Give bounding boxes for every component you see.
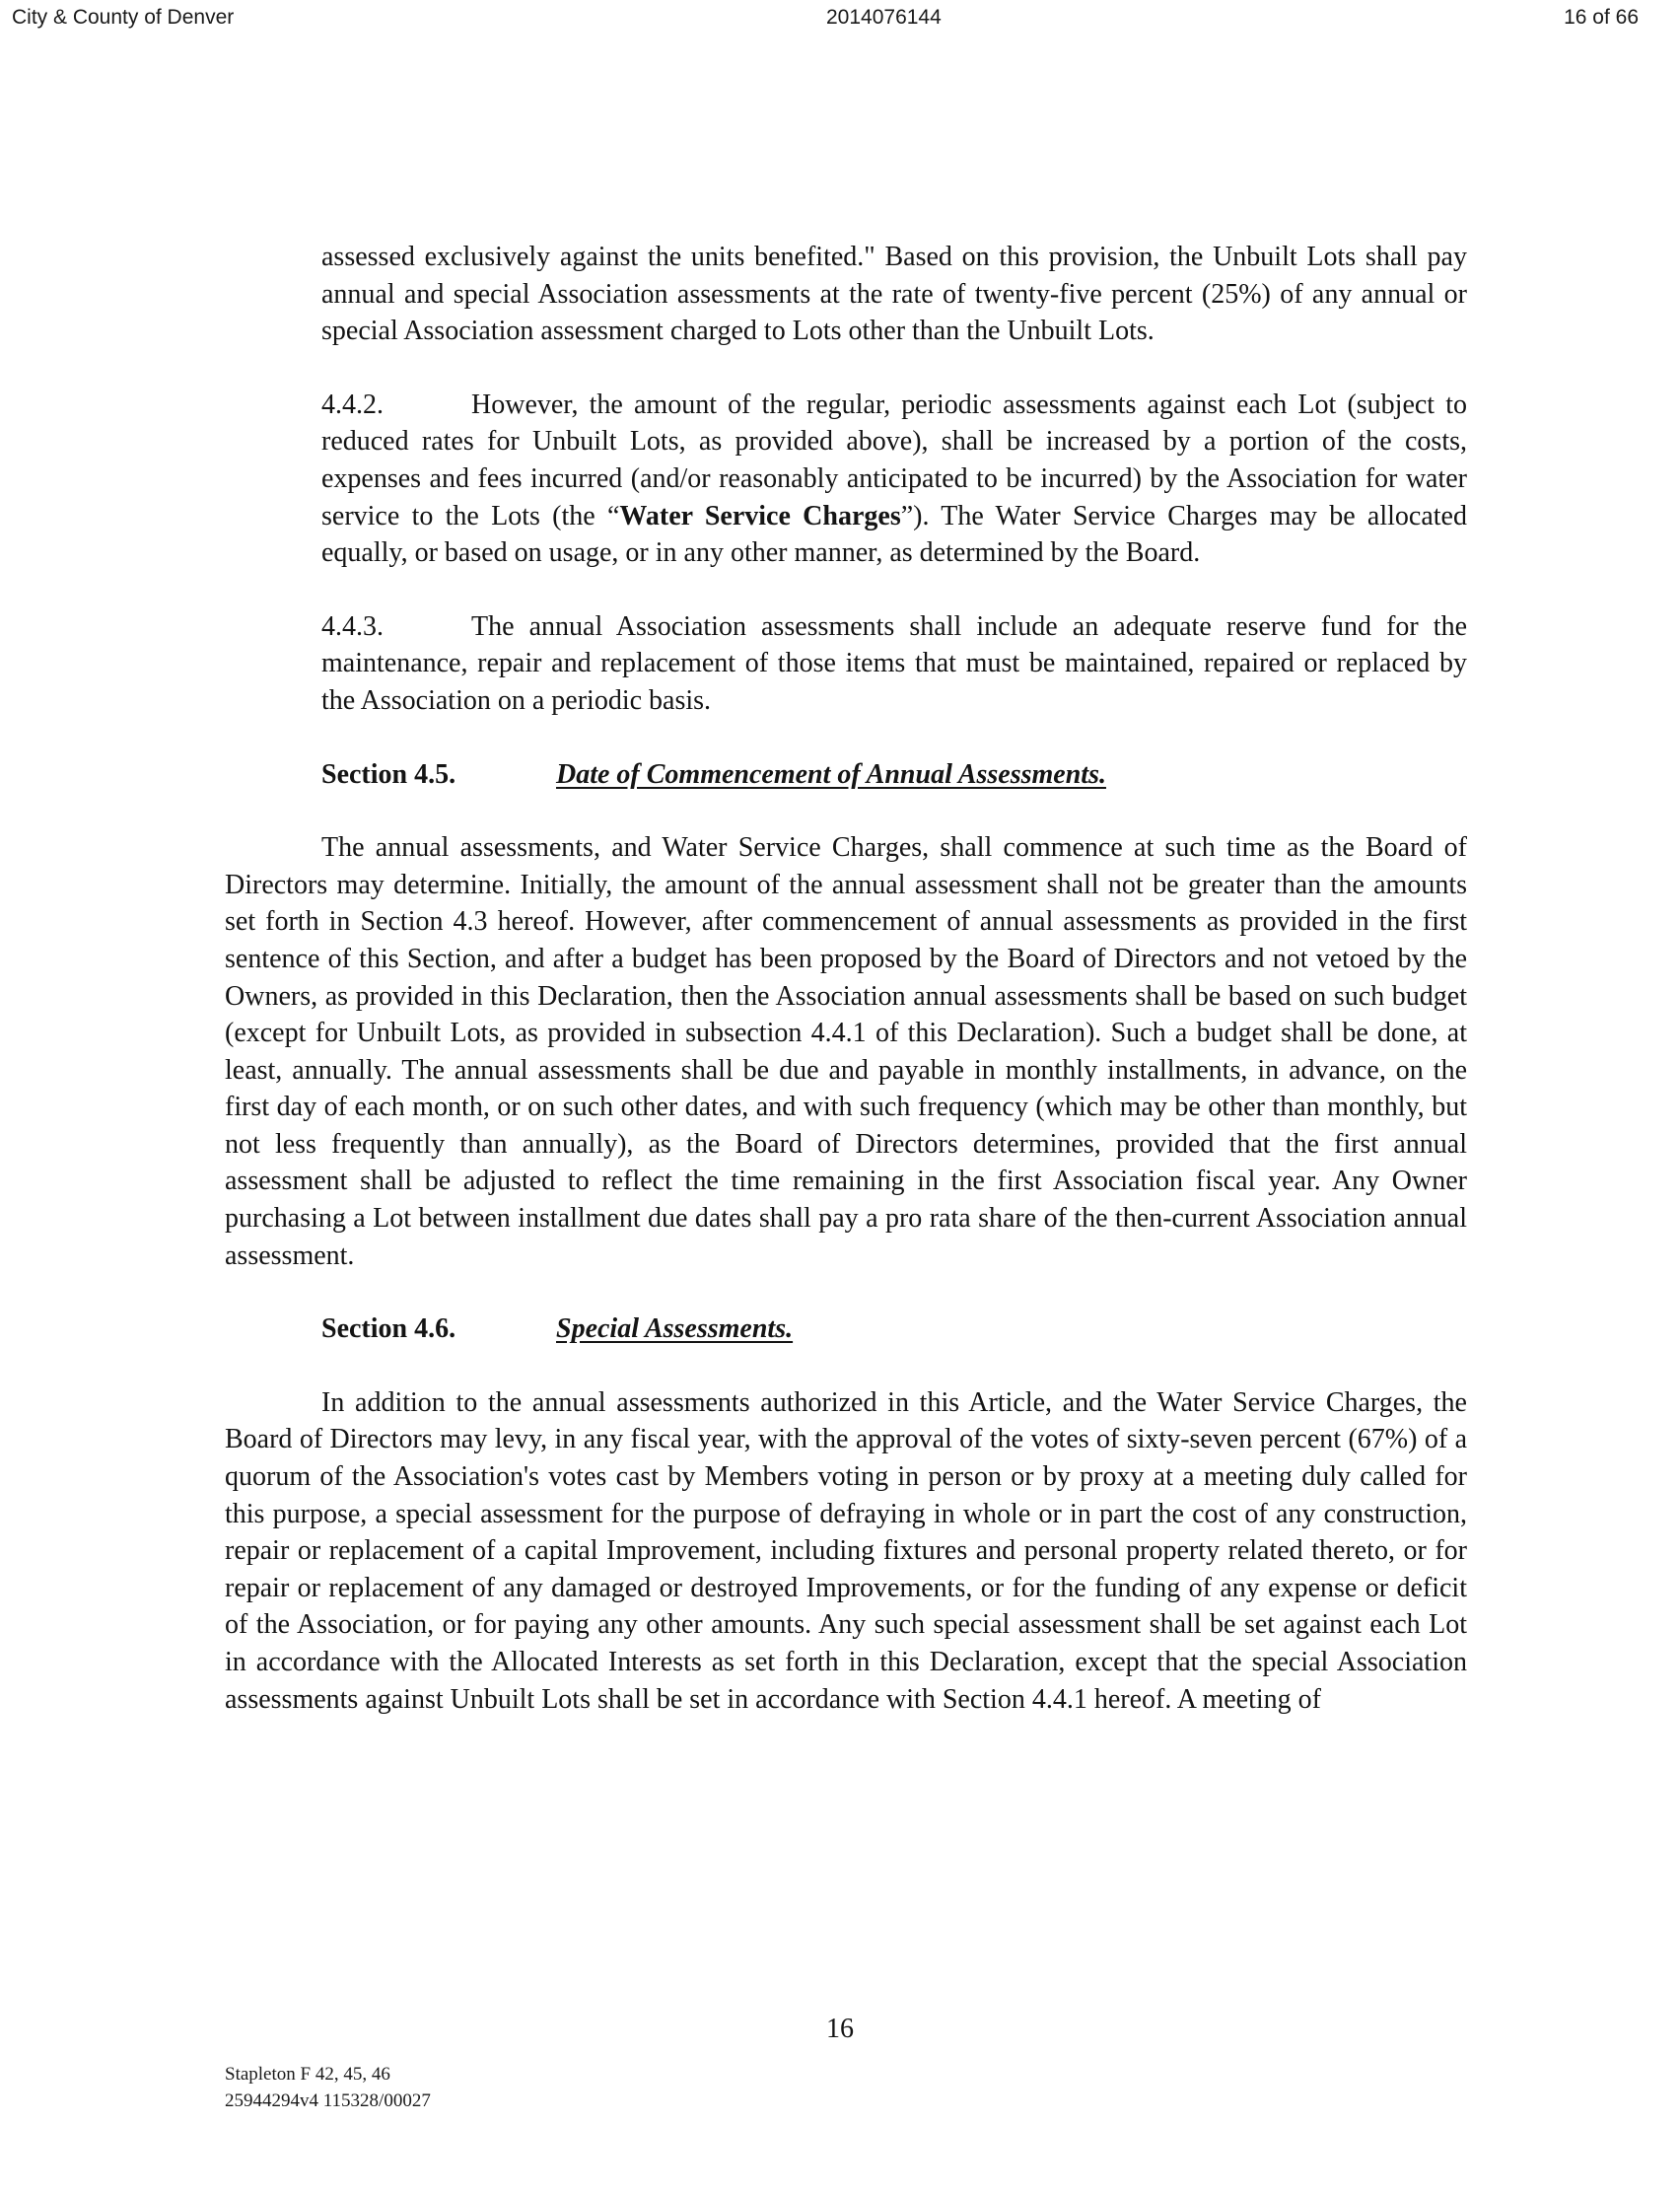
defined-term: Water Service Charges <box>619 500 901 531</box>
section-4-5-heading <box>225 756 1467 794</box>
document-reference <box>225 2061 431 2114</box>
section-label: Section 4.6. <box>321 1313 456 1345</box>
document-id: 25944294v4 115328/00027 <box>225 2090 431 2111</box>
page-counter: 16 of 66 <box>1564 6 1639 29</box>
paragraph-number: 4.4.3. <box>321 610 384 642</box>
page-number: 16 <box>826 2014 854 2044</box>
section-label: Section 4.5. <box>321 758 456 790</box>
reception-number: 2014076144 <box>826 6 942 29</box>
paragraph-4-4-3 <box>225 608 1467 720</box>
document-body <box>225 239 1467 1754</box>
project-reference: Stapleton F 42, 45, 46 <box>225 2064 390 2085</box>
continued-paragraph: assessed exclusively against the units benefited." Based on this provision, the Unbuilt Lots shall pay annual and special Association assessments at the rate of twenty-five percent (25%) of any annual or special Association assessment charged to Lots other than the Unbuilt Lots. <box>321 242 1467 347</box>
section-4-6-heading <box>225 1310 1467 1348</box>
paragraph-number: 4.4.2. <box>321 389 384 420</box>
paragraph-text-start: However, the amount of the regular, periodic assessments against each Lot (subject to reduced rates for Unbuilt Lots, as provided above), shall be increased by a portion of the costs, expenses and fees incurred (and/or reasonably anticipated to be incurred) by the Association for water service to the Lots (the “ <box>321 389 1467 531</box>
paragraph-text-end: ”). The Water Service Charges may be allocated equally, or based on usage, or in any other manner, as determined by the Board. <box>321 500 1467 569</box>
section-title: Special Assessments. <box>556 1313 794 1345</box>
recorder-header <box>0 0 1680 39</box>
paragraph-4-4-2 <box>225 387 1467 572</box>
county-name: City & County of Denver <box>12 6 235 29</box>
section-4-5-text: The annual assessments, and Water Service Charges, shall commence at such time as the Board of Directors may determine. Initially, the amount of the annual assessment shall not be greater than the amounts set forth in Section 4.3 hereof. However, after commencement of annual assessments as provided in the first sentence of this Section, and after a budget has been proposed by the Board of Directors and not vetoed by the Owners, as provided in this Declaration, then the Association annual assessments shall be based on such budget (except for Unbuilt Lots, as provided in subsection 4.4.1 of this Declaration). Such a budget shall be done, at least, annually. The annual assessments shall be due and payable in monthly installments, in advance, on the first day of each month, or on such other dates, and with such frequency (which may be other than monthly, but not less frequently than annually), as the Board of Directors determines, provided that the first annual assessment shall be adjusted to reflect the time remaining in the first Association fiscal year. Any Owner purchasing a Lot between installment due dates shall pay a pro rata share of the then-current Association annual assessment. <box>225 832 1467 1271</box>
paragraph-text: The annual Association assessments shall include an adequate reserve fund for the maintenance, repair and replacement of those items that must be maintained, repaired or replaced by the Association on a periodic basis. <box>321 610 1467 716</box>
section-4-6-text: In addition to the annual assessments authorized in this Article, and the Water Service Charges, the Board of Directors may levy, in any fiscal year, with the approval of the votes of sixty-seven percent (67%) of a quorum of the Association's votes cast by Members voting in person or by proxy at a meeting duly called for this purpose, a special assessment for the purpose of defraying in whole or in part the cost of any construction, repair or replacement of a capital Improvement, including fixtures and personal property related thereto, or for repair or replacement of any damaged or destroyed Improvements, or for the funding of any expense or deficit of the Association, or for paying any other amounts. Any such special assessment shall be set against each Lot in accordance with the Allocated Interests as set forth in this Declaration, except that the special Association assessments against Unbuilt Lots shall be set in accordance with Section 4.4.1 hereof. A meeting of <box>225 1386 1467 1715</box>
section-title: Date of Commencement of Annual Assessments. <box>556 758 1106 790</box>
